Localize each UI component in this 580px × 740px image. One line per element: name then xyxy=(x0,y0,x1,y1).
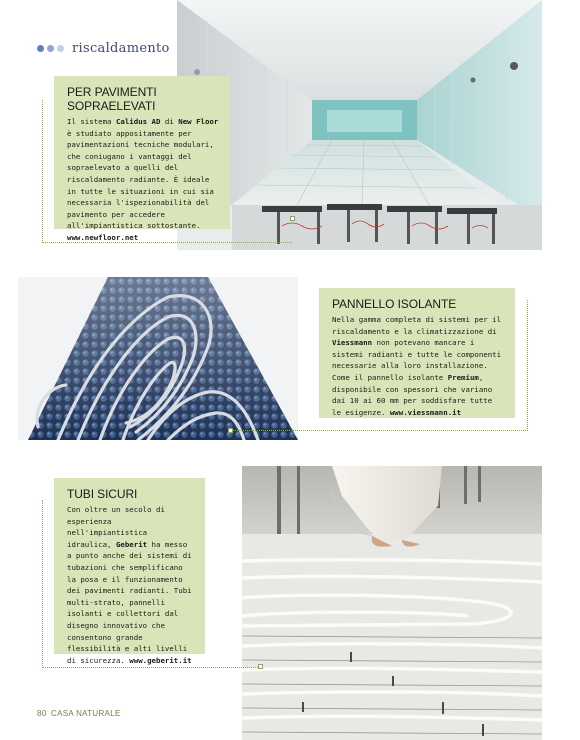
magazine-name: CASA NATURALE xyxy=(51,709,121,718)
article-title: TUBI SICURI xyxy=(67,487,138,501)
article-raised-floor xyxy=(54,76,230,242)
article-url[interactable]: www.newfloor.net xyxy=(67,232,139,242)
leader-node xyxy=(258,664,263,669)
article-title: PER PAVIMENTI SOPRAELEVATI xyxy=(67,85,157,113)
article-body: Nella gamma completa di sistemi per il riscaldamento e la climatizzazione di Viessmann non potevano mancare i sistemi radianti e tutte le componenti necessarie alla loro installazione. Come il pannello isolante Premium, disponibile con spessori che variano dai 10 ai 60 mm per soddisfare tutte le esigenze. www.viessmann.it xyxy=(332,315,502,417)
raised-floor-photo xyxy=(177,0,542,250)
article-safe-pipes xyxy=(54,478,205,665)
page-footer xyxy=(37,709,121,718)
leader-node xyxy=(228,428,233,433)
brand-name: Viessmann xyxy=(332,338,373,348)
brand-name: Geberit xyxy=(115,539,148,549)
dotted-leader xyxy=(42,242,292,243)
section-title: riscaldamento xyxy=(72,40,170,56)
article-url[interactable]: www.geberit.it xyxy=(129,655,192,665)
dotted-leader xyxy=(527,300,528,431)
dotted-leader xyxy=(42,500,43,668)
bullet-dot-3 xyxy=(57,45,64,52)
insulating-panel-photo xyxy=(18,277,298,440)
bullet-dot-1 xyxy=(37,45,44,52)
brand-name: Calidus AD xyxy=(115,117,161,126)
article-title: PANNELLO ISOLANTE xyxy=(332,297,457,311)
article-body: Il sistema Calidus AD di New Floor è studiato appositamente per pavimentazioni tecniche modulari, che coniugano i vantaggi del sopraelevato a quelli del riscaldamento radiante. È ideale in tutte le situazioni in cui sia necessaria l'ispezionabilità del pavimento per accedere all'impiantistica sottostante. www.newfloor.net xyxy=(67,117,219,242)
page-number: 80 xyxy=(37,709,47,718)
dotted-leader xyxy=(42,100,43,243)
dotted-leader xyxy=(42,667,260,668)
section-header xyxy=(37,38,170,58)
article-body: Con oltre un secolo di esperienza nell'impiantistica idraulica, Geberit ha messo a punto anche dei sistemi di tubazioni che semplificano la posa e il funzionamento dei pavimenti radianti. Tubi multi-strato, pannelli isolanti e collettori dal disegno innovativo che consentono grande flessibilità e alti livelli di sicurezza. www.geberit.it xyxy=(67,505,192,665)
article-insulating-panel xyxy=(319,288,515,418)
floor-pipes-photo xyxy=(242,466,542,740)
brand-name: New Floor xyxy=(178,117,219,126)
brand-name: Premium xyxy=(447,372,479,382)
bullet-dot-2 xyxy=(47,45,54,52)
dotted-leader xyxy=(230,430,528,431)
leader-node xyxy=(290,216,295,221)
article-url[interactable]: www.viessmann.it xyxy=(389,407,462,417)
